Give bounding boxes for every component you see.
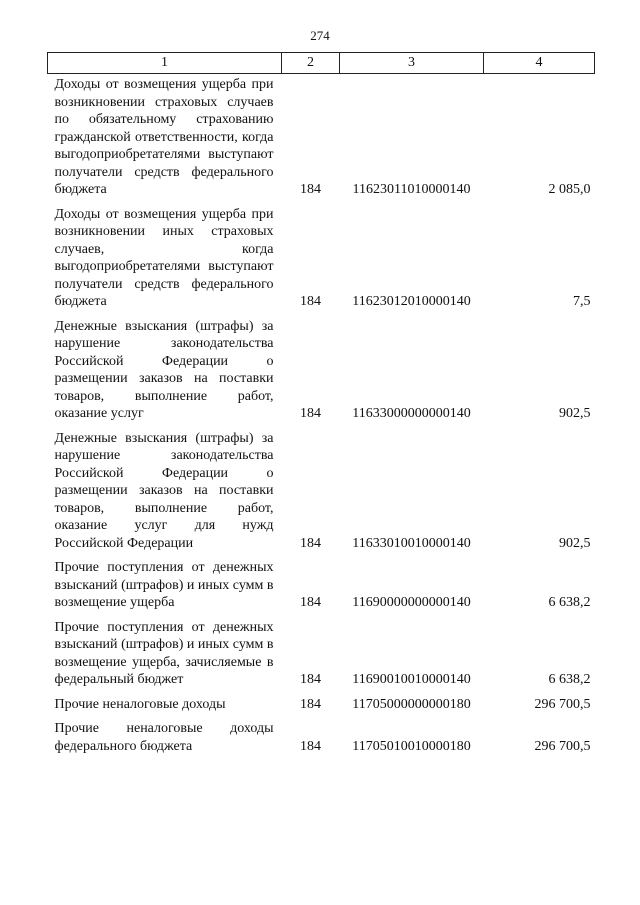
admin-code: 184 (300, 406, 321, 421)
classification-code: 11705000000000180 (352, 696, 471, 712)
page-number: 274 (310, 28, 330, 43)
revenue-name: Доходы от возмещения ущерба при возникновении иных страховых случаев, когда выгодоприобретателями выступают получатели средств федерального бюджета (54, 206, 274, 309)
amount: 902,5 (559, 535, 591, 551)
revenue-name: Прочие неналоговые доходы федерального бюджета (54, 721, 274, 754)
table-row (48, 311, 595, 423)
classification-code: 11690010010000140 (352, 672, 471, 687)
admin-code: 184 (300, 672, 321, 687)
classification-code: 11633000000000140 (352, 406, 471, 421)
amount: 6 638,2 (548, 595, 591, 610)
amount: 902,5 (559, 406, 591, 421)
revenue-name: Доходы от возмещения ущерба при возникновении страховых случаев по обязательному страхованию гражданской ответственности, когда выгодоприобретателями выступают получатели средств федерального бюджета (54, 77, 274, 197)
table-row (48, 689, 595, 714)
table-row (48, 423, 595, 553)
classification-code: 11623012010000140 (352, 294, 471, 309)
column-header-2: 2 (282, 53, 340, 74)
classification-code: 11633010010000140 (352, 535, 471, 551)
amount: 2 085,0 (548, 182, 591, 197)
amount: 296 700,5 (534, 738, 591, 754)
admin-code: 184 (300, 182, 321, 197)
admin-code: 184 (300, 696, 321, 712)
table-row (48, 713, 595, 755)
amount: 7,5 (573, 294, 591, 309)
admin-code: 184 (300, 738, 321, 754)
table-header (48, 53, 595, 74)
column-header-1: 1 (48, 53, 282, 74)
classification-code: 11705010010000180 (352, 738, 471, 754)
revenue-name: Прочие неналоговые доходы (54, 696, 226, 712)
amount: 6 638,2 (548, 672, 591, 687)
budget-revenue-table (47, 52, 595, 755)
table-row (48, 612, 595, 689)
column-header-3: 3 (340, 53, 484, 74)
column-header-4: 4 (484, 53, 595, 74)
classification-code: 11690000000000140 (352, 595, 471, 610)
amount: 296 700,5 (534, 696, 591, 712)
revenue-name: Денежные взыскания (штрафы) за нарушение законодательства Российской Федерации о размещении заказов на поставки товаров, выполнение работ, оказание услуг (54, 318, 274, 421)
table-row (48, 199, 595, 311)
table-row (48, 74, 595, 199)
revenue-name: Денежные взыскания (штрафы) за нарушение законодательства Российской Федерации о размещении заказов на поставки товаров, выполнение работ, оказание услуг для нужд Российской Федерации (54, 430, 274, 551)
admin-code: 184 (300, 294, 321, 309)
header-row (48, 53, 595, 74)
table-body (48, 74, 595, 756)
table-row (48, 552, 595, 612)
revenue-name: Прочие поступления от денежных взысканий (штрафов) и иных сумм в возмещение ущерба, зачисляемые в федеральный бюджет (54, 619, 274, 687)
admin-code: 184 (300, 535, 321, 551)
classification-code: 11623011010000140 (352, 182, 471, 197)
revenue-name: Прочие поступления от денежных взысканий (штрафов) и иных сумм в возмещение ущерба (54, 560, 274, 610)
admin-code: 184 (300, 595, 321, 610)
